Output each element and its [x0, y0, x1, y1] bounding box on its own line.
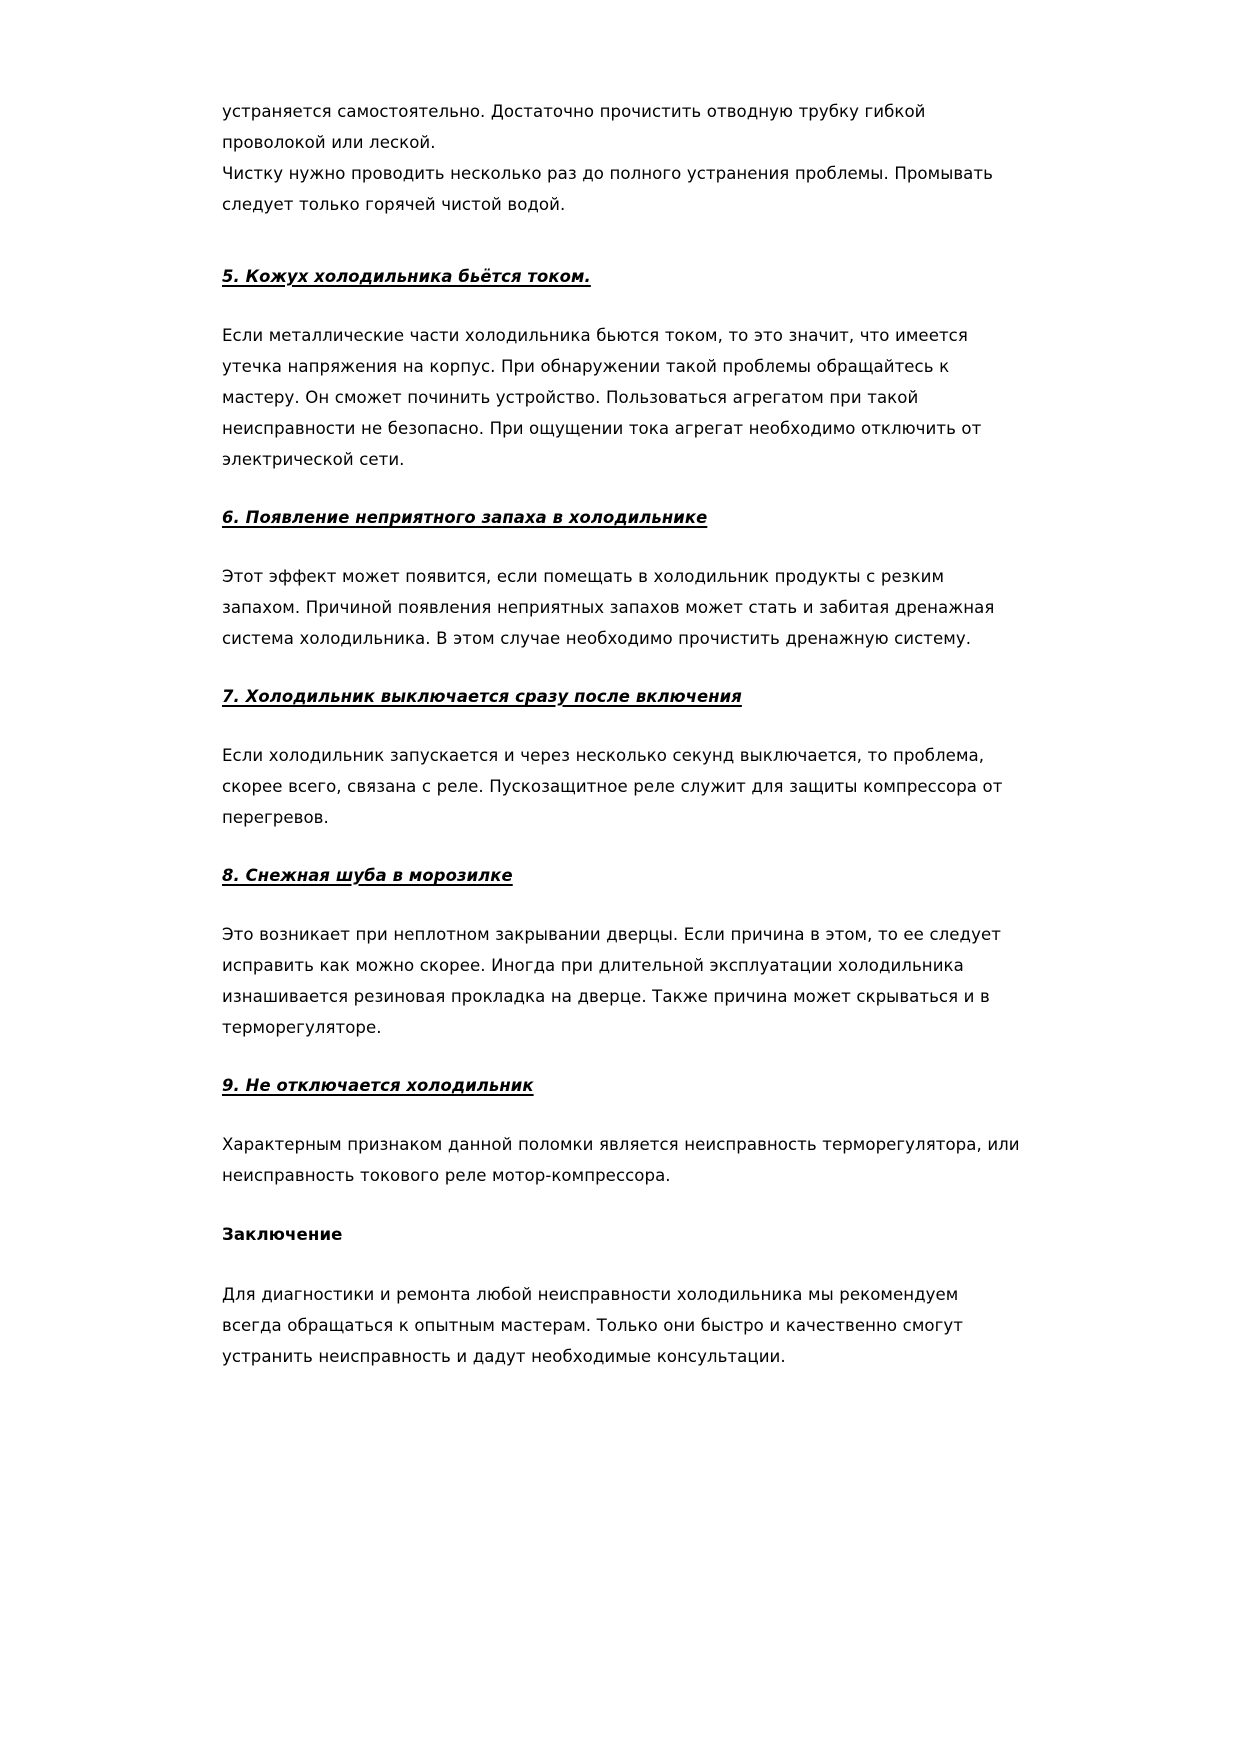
section-heading-7: 7. Холодильник выключается сразу после включения	[222, 687, 742, 706]
spacer	[222, 833, 1022, 863]
spacer	[222, 1043, 1022, 1073]
paragraph-section-7: Если холодильник запускается и через несколько секунд выключается, то проблема, скорее всего, связана с реле. Пускозащитное реле служит для защиты компрессора от перегревов.	[222, 746, 1003, 827]
spacer	[222, 889, 1022, 919]
paragraph-section-5: Если металлические части холодильника бьются током, то это значит, что имеется утечка напряжения на корпус. При обнаружении такой проблемы обращайтесь к мастеру. Он сможет починить устройство. Пользоваться агрегатом при такой неисправности не безопасно. При ощущении тока агрегат необходимо отключить от электрической сети.	[222, 326, 982, 469]
spacer	[222, 1099, 1022, 1129]
spacer	[222, 654, 1022, 684]
section-heading-6: 6. Появление неприятного запаха в холодильнике	[222, 508, 708, 527]
section-heading-7-row	[222, 684, 1022, 710]
paragraph-intro-2: Чистку нужно проводить несколько раз до полного устранения проблемы. Промывать следует только горячей чистой водой.	[222, 164, 993, 214]
paragraph-intro-1: устраняется самостоятельно. Достаточно прочистить отводную трубку гибкой проволокой или леской.	[222, 102, 926, 152]
paragraph-conclusion: Для диагностики и ремонта любой неисправности холодильника мы рекомендуем всегда обращаться к опытным мастерам. Только они быстро и качественно смогут устранить неисправность и дадут необходимые консультации.	[222, 1285, 963, 1366]
section-heading-9-row	[222, 1073, 1022, 1099]
spacer	[222, 1191, 1022, 1221]
section-heading-8: 8. Снежная шуба в морозилке	[222, 866, 513, 885]
spacer	[222, 220, 1022, 264]
spacer	[222, 531, 1022, 561]
paragraph-section-6: Этот эффект может появится, если помещать в холодильник продукты с резким запахом. Причиной появления неприятных запахов может стать и забитая дренажная система холодильника. В этом случае необходимо прочистить дренажную систему.	[222, 567, 995, 648]
document-body	[222, 96, 1022, 1372]
section-heading-5: 5. Кожух холодильника бьётся током.	[222, 267, 591, 286]
paragraph-section-8: Это возникает при неплотном закрывании дверцы. Если причина в этом, то ее следует исправить как можно скорее. Иногда при длительной эксплуатации холодильника изнашивается резиновая прокладка на дверце. Также причина может скрываться и в терморегуляторе.	[222, 925, 1001, 1037]
spacer	[222, 475, 1022, 505]
section-heading-8-row	[222, 863, 1022, 889]
section-heading-9: 9. Не отключается холодильник	[222, 1076, 534, 1095]
spacer	[222, 290, 1022, 320]
section-heading-5-row	[222, 264, 1022, 290]
paragraph-section-9: Характерным признаком данной поломки является неисправность терморегулятора, или неисправность токового реле мотор-компрессора.	[222, 1135, 1020, 1185]
section-heading-6-row	[222, 505, 1022, 531]
conclusion-heading: Заключение	[222, 1225, 343, 1244]
spacer	[222, 710, 1022, 740]
spacer	[222, 1249, 1022, 1279]
